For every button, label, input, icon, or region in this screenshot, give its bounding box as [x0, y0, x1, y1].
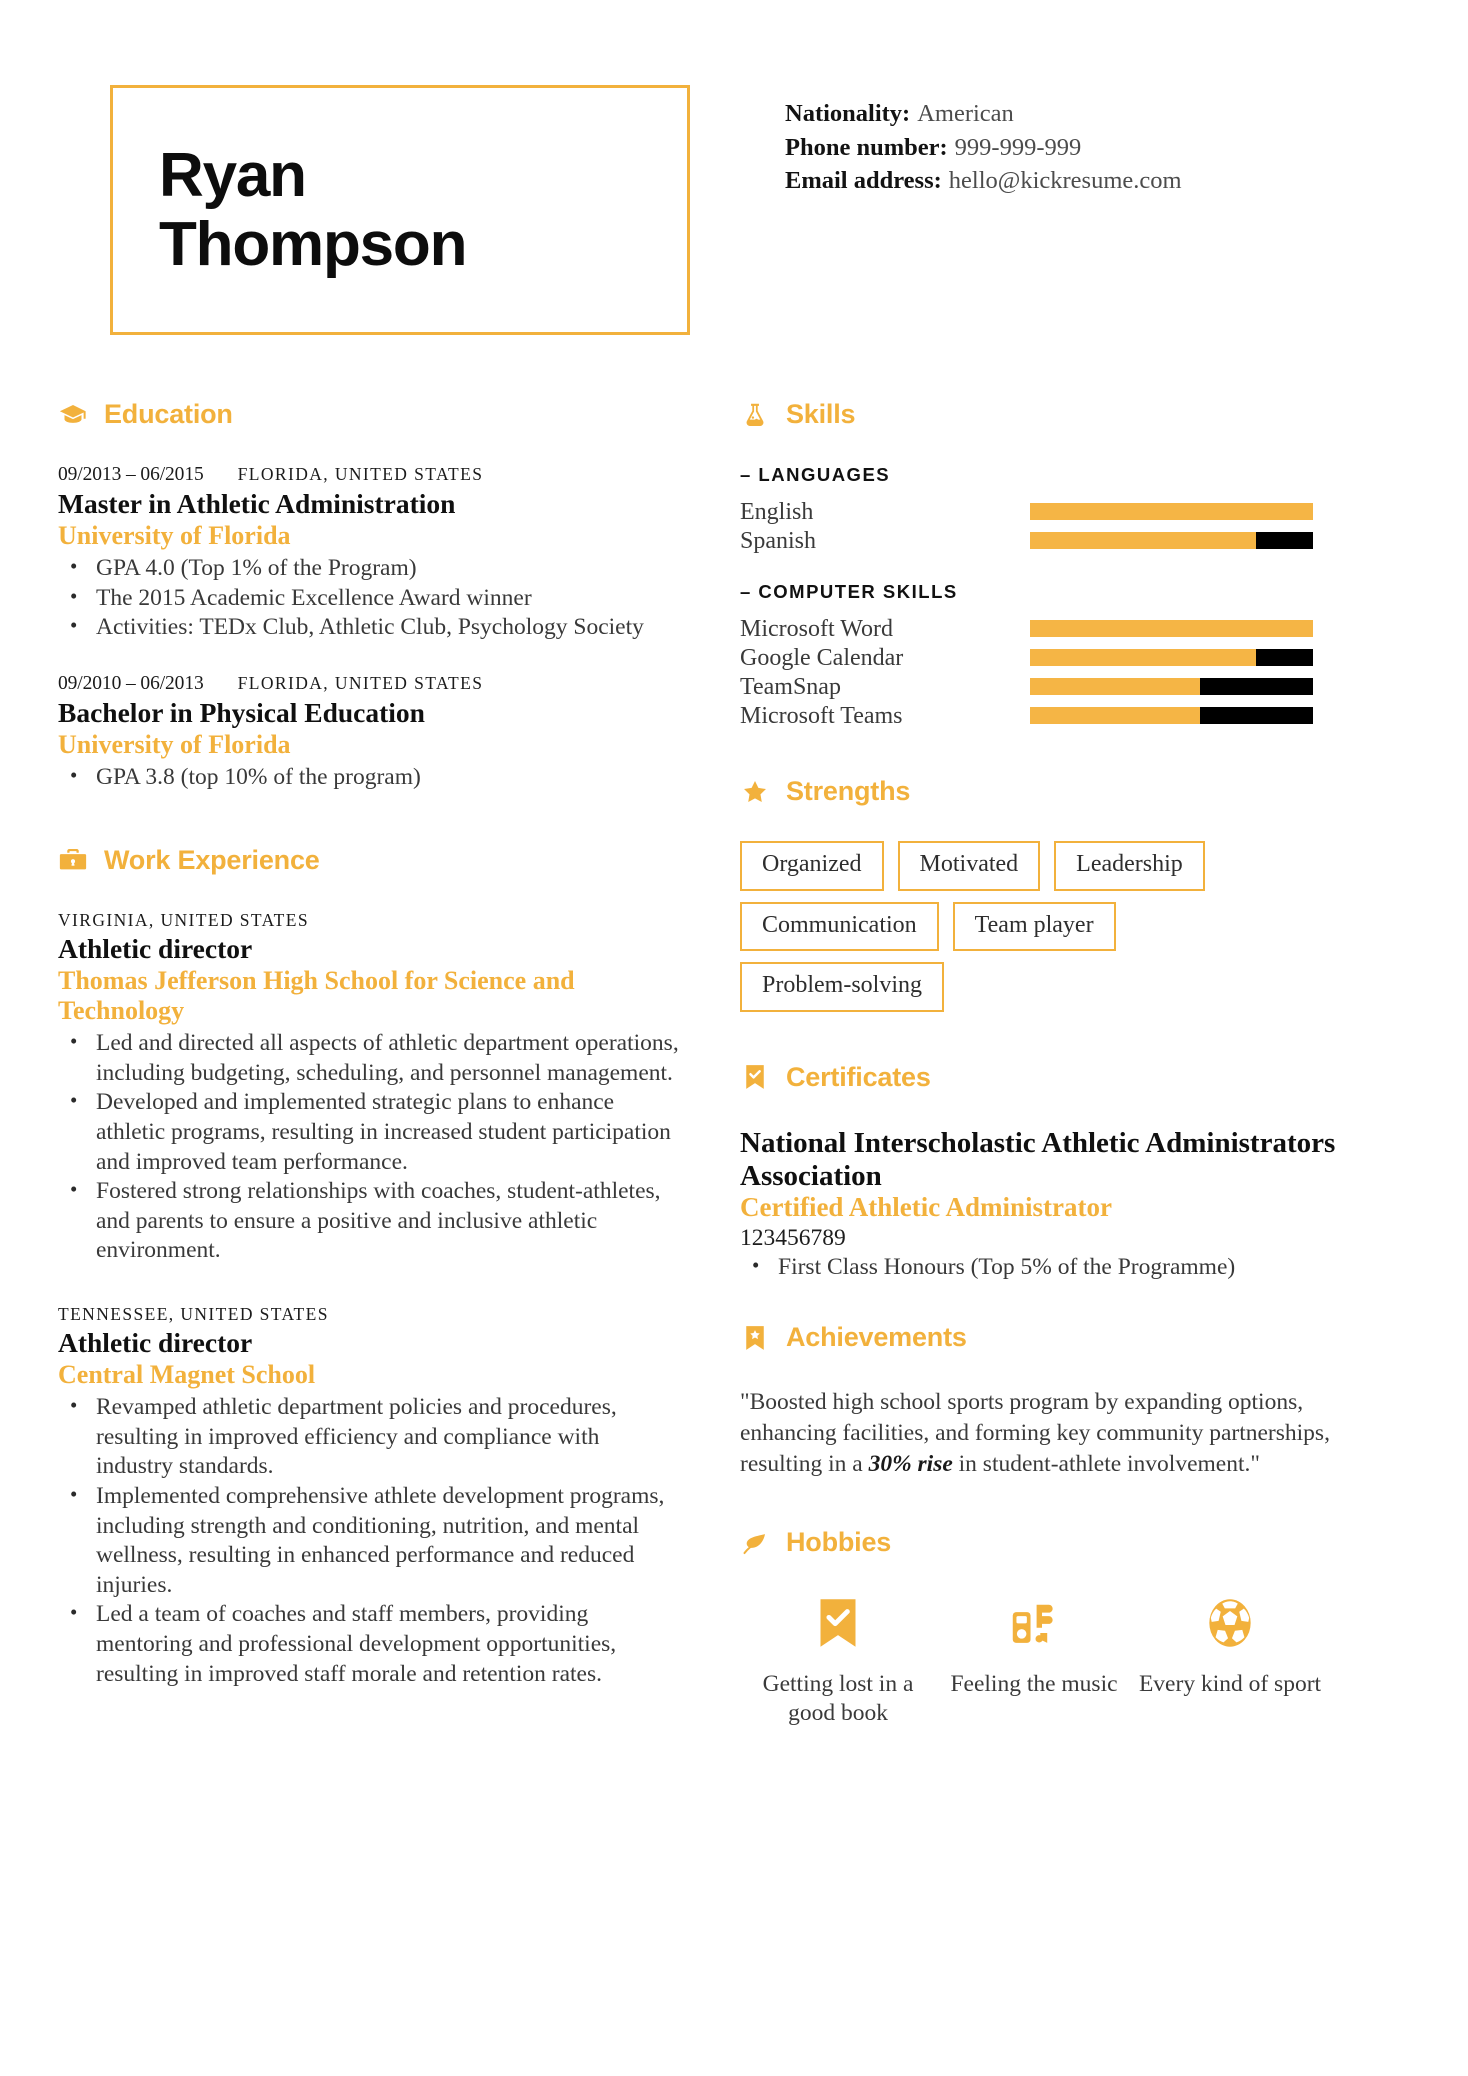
work-experience-header	[58, 845, 680, 876]
education-meta	[58, 673, 680, 695]
contact-row-email	[785, 164, 1182, 198]
section-strengths	[740, 776, 1380, 1012]
education-degree: Master in Athletic Administration	[58, 488, 456, 519]
skill-level-bar	[1030, 532, 1313, 549]
achievement-quote-post: in student-athlete involvement."	[952, 1450, 1260, 1477]
phone-value: 999-999-999	[954, 133, 1082, 161]
skills-header	[740, 399, 1380, 430]
strength-tag: Problem-solving	[740, 962, 944, 1012]
hobby-item	[936, 1592, 1132, 1727]
bookmark-check-icon	[740, 1592, 936, 1654]
section-work-experience	[58, 845, 680, 1689]
education-bullets	[58, 554, 680, 643]
education-school: University of Florida	[58, 729, 291, 759]
skill-name: Microsoft Word	[740, 615, 893, 642]
strength-tag: Team player	[953, 902, 1116, 952]
nationality-label: Nationality:	[785, 100, 911, 127]
certificates-header	[740, 1062, 1380, 1093]
work-company: Thomas Jefferson High School for Science and Technology	[58, 965, 575, 1025]
left-column	[0, 399, 680, 1767]
graduation-cap-icon	[58, 400, 88, 430]
work-location: TENNESSEE, UNITED STATES	[58, 1303, 329, 1324]
skill-row	[740, 701, 1380, 730]
strengths-title: Strengths	[786, 776, 911, 806]
list-item: • Developed and implemented strategic plans to enhance athletic programs, resulting in increased student participation and improved team performance.	[96, 1088, 680, 1177]
contact-row-nationality	[785, 97, 1182, 131]
skill-row	[740, 643, 1380, 672]
education-entry	[58, 673, 680, 793]
hobby-item	[1132, 1592, 1328, 1727]
work-bullets	[58, 1393, 680, 1689]
skill-group-computer	[740, 581, 1380, 730]
hobbies-list	[740, 1592, 1380, 1727]
hobby-item	[740, 1592, 936, 1727]
achievement-highlight: 30% rise	[868, 1450, 953, 1477]
list-item: • First Class Honours (Top 5% of the Programme)	[778, 1253, 1380, 1283]
education-bullets	[58, 763, 680, 793]
list-item: • Activities: TEDx Club, Athletic Club, Psychology Society	[96, 613, 680, 643]
section-certificates	[740, 1062, 1380, 1283]
education-date: 09/2010 – 06/2013	[58, 672, 204, 694]
work-position: Athletic director	[58, 1326, 253, 1358]
skill-name: Spanish	[740, 527, 817, 554]
soccer-ball-icon	[1132, 1592, 1328, 1654]
work-meta	[58, 1304, 680, 1325]
hobby-label: Feeling the music	[950, 1671, 1118, 1698]
skill-group-label: – LANGUAGES	[740, 464, 891, 485]
education-date: 09/2013 – 06/2015	[58, 464, 204, 485]
list-item: • Fostered strong relationships with coaches, student-athletes, and parents to ensure a positive and inclusive athletic environment.	[96, 1177, 680, 1266]
first-name: Ryan	[159, 140, 306, 210]
resume-header	[0, 0, 1468, 335]
skill-group-label: – COMPUTER SKILLS	[740, 581, 958, 602]
strengths-tag-list	[740, 841, 1320, 1012]
list-item: • Revamped athletic department policies and procedures, resulting in improved efficiency and compliance with industry standards.	[96, 1393, 680, 1482]
briefcase-icon	[58, 845, 88, 875]
bookmark-star-icon	[740, 1323, 770, 1353]
achievements-title: Achievements	[786, 1322, 967, 1353]
strengths-header	[740, 776, 1380, 807]
section-skills	[740, 399, 1380, 730]
list-item: • GPA 4.0 (Top 1% of the Program)	[96, 554, 680, 584]
certificate-name: National Interscholastic Athletic Administrators Association	[740, 1126, 1336, 1192]
education-entry	[58, 464, 680, 643]
hobbies-title: Hobbies	[786, 1527, 892, 1558]
strength-tag: Communication	[740, 902, 939, 952]
list-item: • Led and directed all aspects of athletic department operations, including budgeting, scheduling, and personnel management.	[96, 1029, 680, 1088]
certificate-id: 123456789	[740, 1224, 846, 1251]
skill-name: Google Calendar	[740, 644, 904, 671]
skill-group-languages	[740, 464, 1380, 555]
email-label: Email address:	[785, 167, 942, 195]
work-bullets	[58, 1029, 680, 1266]
skill-row	[740, 672, 1380, 701]
resume-body	[0, 399, 1468, 1767]
leaf-icon	[740, 1528, 770, 1558]
list-item: • GPA 3.8 (top 10% of the program)	[96, 763, 680, 793]
section-achievements	[740, 1322, 1380, 1479]
skill-level-bar	[1030, 620, 1313, 637]
music-player-icon	[936, 1592, 1132, 1654]
star-icon	[740, 777, 770, 807]
list-item: • Implemented comprehensive athlete development programs, including strength and conditioning, nutrition, and mental wellness, resulting in enhanced performance and reduced injuries.	[96, 1482, 680, 1600]
achievement-quote	[740, 1387, 1340, 1479]
skill-level-bar	[1030, 503, 1313, 520]
certificates-title: Certificates	[786, 1061, 931, 1092]
hobby-label: Getting lost in a good book	[762, 1671, 914, 1726]
work-position: Athletic director	[58, 932, 253, 964]
last-name: Thompson	[159, 210, 467, 279]
education-school: University of Florida	[58, 521, 291, 550]
work-location: VIRGINIA, UNITED STATES	[58, 909, 309, 930]
work-entry	[58, 910, 680, 1266]
strength-tag: Leadership	[1054, 841, 1205, 891]
education-location: FLORIDA, UNITED STATES	[237, 672, 484, 693]
education-meta	[58, 464, 680, 486]
skill-row	[740, 497, 1380, 526]
skill-level-bar	[1030, 707, 1313, 724]
contact-details	[785, 97, 1182, 198]
right-column	[680, 399, 1380, 1767]
certificate-subtitle: Certified Athletic Administrator	[740, 1192, 1112, 1223]
certificate-bullets	[740, 1253, 1380, 1283]
nationality-value: American	[917, 100, 1014, 127]
achievement-quote-pre: "Boosted high school sports program by expanding options, enhancing facilities, and forming key community partnerships, resulting in a	[740, 1389, 1330, 1477]
education-location: FLORIDA, UNITED STATES	[237, 464, 484, 484]
section-hobbies	[740, 1527, 1380, 1727]
strength-tag: Organized	[740, 841, 884, 891]
certificate-entry	[740, 1127, 1380, 1283]
education-degree: Bachelor in Physical Education	[58, 696, 425, 728]
strength-tag: Motivated	[898, 841, 1041, 891]
skill-row	[740, 614, 1380, 643]
education-header	[58, 399, 680, 430]
skills-title: Skills	[786, 399, 856, 429]
skill-name: TeamSnap	[740, 673, 841, 700]
skill-row	[740, 526, 1380, 555]
skill-level-bar	[1030, 649, 1313, 666]
email-value[interactable]: hello@kickresume.com	[948, 167, 1182, 195]
work-company: Central Magnet School	[58, 1359, 316, 1389]
flask-icon	[740, 400, 770, 430]
list-item: • The 2015 Academic Excellence Award winner	[96, 584, 680, 614]
education-title: Education	[104, 399, 233, 429]
work-entry	[58, 1304, 680, 1689]
skill-level-bar	[1030, 678, 1313, 695]
skill-name: English	[740, 498, 814, 525]
contact-row-phone	[785, 131, 1182, 165]
section-education	[58, 399, 680, 793]
skill-name: Microsoft Teams	[740, 702, 903, 729]
list-item: • Led a team of coaches and staff members, providing mentoring and professional development opportunities, resulting in improved staff morale and retention rates.	[96, 1600, 680, 1689]
bookmark-check-icon	[740, 1062, 770, 1092]
work-experience-title: Work Experience	[104, 844, 320, 875]
hobbies-header	[740, 1527, 1380, 1558]
phone-label: Phone number:	[785, 133, 948, 161]
work-meta	[58, 910, 680, 931]
name-box	[110, 85, 690, 335]
hobby-label: Every kind of sport	[1138, 1671, 1322, 1698]
achievements-header	[740, 1322, 1380, 1353]
